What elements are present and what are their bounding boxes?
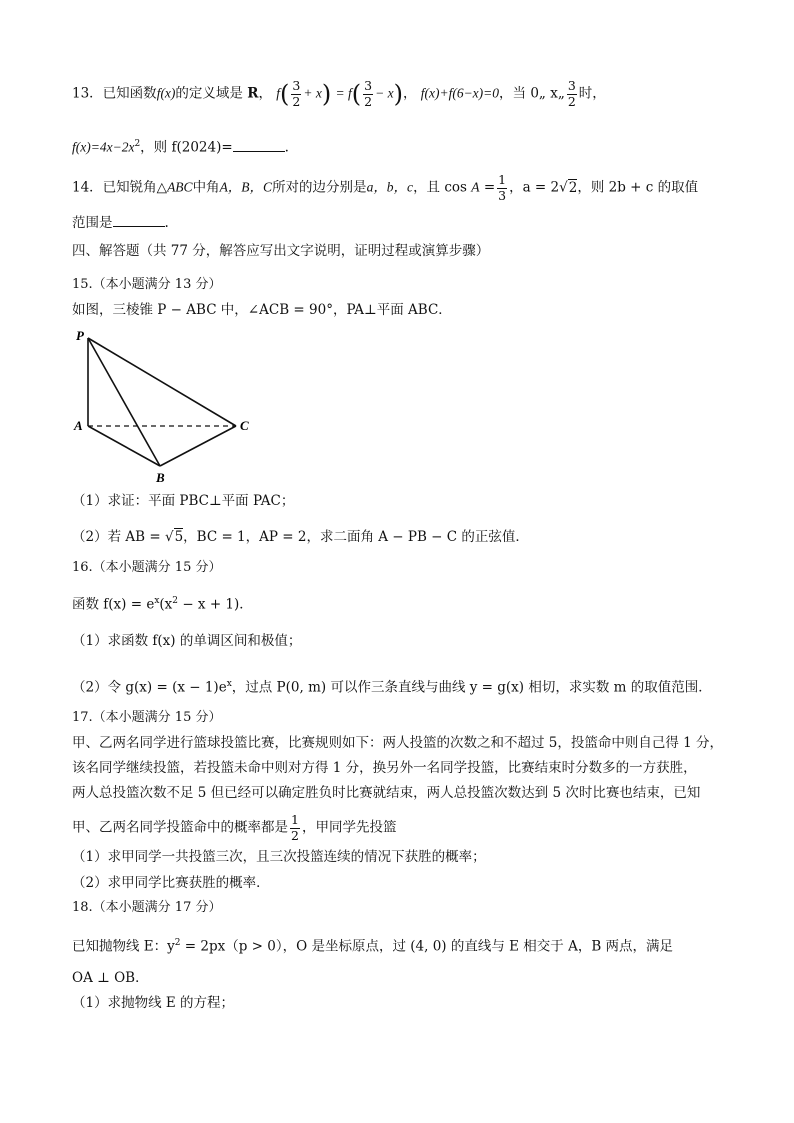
q16-part2-b: ，过点 P(0, m) 可以作三条直线与曲线 y = g(x) 相切，求实数 m 的取值范围． <box>231 679 712 696</box>
q14-line2 <box>72 212 734 234</box>
q17-p4-a: 甲、乙两名同学投篮命中的概率都是 <box>72 819 288 836</box>
q13-cond1-f: f <box>276 85 281 101</box>
q13-cond1-lhs-tail: + x <box>303 85 322 101</box>
q13-end: . <box>284 139 289 156</box>
q15-sqrt: 5 <box>174 529 184 545</box>
q18-para1 <box>72 932 734 958</box>
q14-frac: $\frac{1}{3}$ <box>498 172 507 203</box>
q13-answer-blank[interactable] <box>233 137 285 152</box>
q13-when: ，当 0„ x„ <box>499 85 565 102</box>
q13-frac-a: $\frac{3}{2}$ <box>292 78 301 109</box>
q14-sqrt: 2 <box>568 179 578 196</box>
q14-cosA: A <box>471 179 480 195</box>
q14-text-d: ，且 cos <box>413 179 467 196</box>
q15-header: 15.（本小题满分 13 分） <box>72 277 222 292</box>
q13-domain-text: 的定义域是 <box>175 85 243 102</box>
q17-para4 <box>72 814 734 842</box>
q16-header: 16.（本小题满分 15 分） <box>72 560 222 575</box>
q18-part1: （1）求抛物线 E 的方程； <box>72 995 235 1011</box>
q13-when-frac: $\frac{3}{2}$ <box>567 78 576 109</box>
q16-stem-c: − x + 1)． <box>178 596 253 613</box>
q17-frac: $\frac{1}{2}$ <box>291 812 299 843</box>
q14-angles: A，B，C <box>219 179 273 195</box>
q17-part1: （1）求甲同学一共投篮三次，且三次投篮连续的情况下获胜的概率； <box>72 849 486 865</box>
q18-p1-a: 已知抛物线 E：y <box>72 938 175 955</box>
q14-sides: a，b，c <box>366 179 414 195</box>
q16-part2-a: （2）令 g(x) = (x − 1)e <box>72 679 227 696</box>
q14-end: . <box>164 215 169 231</box>
q13-when-tail: 时， <box>578 85 606 102</box>
q14-eq: = <box>483 179 496 196</box>
q14-text-e: ，a = 2 <box>509 179 560 196</box>
q14-answer-blank[interactable] <box>113 212 165 227</box>
label-A: A <box>74 418 83 433</box>
q14-abc: ABC <box>167 179 193 195</box>
q14-range-label: 范围是 <box>72 215 113 231</box>
q18-header: 18.（本小题满分 17 分） <box>72 900 222 915</box>
q14-text-f: ，则 2b + c 的取值 <box>577 179 699 196</box>
q13-fx: f(x) <box>156 85 176 101</box>
q17-para1: 甲、乙两名同学进行篮球投篮比赛，比赛规则如下：两人投篮的次数之和不超过 5，投篮命中则自己得 1 分， <box>72 735 724 751</box>
edge-PC <box>88 338 236 426</box>
q13-frac-b: $\frac{3}{2}$ <box>364 78 373 109</box>
edge-BC <box>160 426 236 466</box>
q17-header: 17.（本小题满分 15 分） <box>72 710 222 725</box>
q15-part2-a: （2）若 AB = <box>72 529 161 545</box>
label-B: B <box>156 470 165 485</box>
q15-part2-b: ，BC = 1，AP = 2，求二面角 A − PB − C 的正弦值． <box>183 529 529 545</box>
q14-text-b: 中角 <box>192 179 220 196</box>
q18-para2: OA ⊥ OB． <box>72 970 149 986</box>
q16-part2 <box>72 673 734 699</box>
q16-stem-b: (x <box>159 596 173 613</box>
q13-cond2: f(x)+f(6−x)=0 <box>420 85 500 101</box>
q13-cond1-eq: = f <box>335 85 352 101</box>
q16-part1: （1）求函数 f(x) 的单调区间和极值； <box>72 633 302 649</box>
q17-p4-b: ，甲同学先投篮 <box>301 819 397 836</box>
q15-part2: （2）若 AB = √5，BC = 1，AP = 2，求二面角 A − PB − C 的正弦值． <box>72 529 529 545</box>
q15-part1: （1）求证：平面 PBC⊥平面 PAC； <box>72 493 295 509</box>
q15-tetrahedron-figure <box>72 326 262 488</box>
q13-line1: 13．已知函数f(x)的定义域是 R， f( $\frac{3}{2}$ + x) = f( $\frac{3}{2}$ − x)， f(x)+f(6−x)=0，当 0„ x„ $\frac{3}{2}$ 时， <box>72 78 606 109</box>
q16-part2-sup: x <box>226 679 232 689</box>
q15-stem: 如图，三棱锥 P − ABC 中，∠ACB = 90°，PA⊥平面 ABC． <box>72 302 452 318</box>
label-C: C <box>240 418 249 433</box>
q13-domain-symbol: R <box>247 85 259 102</box>
q16-sup1: x <box>154 596 160 606</box>
q13-intro: 13．已知函数 <box>72 85 157 102</box>
q16-stem-a: 函数 f(x) = e <box>72 596 155 613</box>
q14-line1: 14．已知锐角△ABC中角A，B，C所对的边分别是a，b，c，且 cos A = $\frac{1}{3}$ ，a = 2√2，则 2b + c 的取值 <box>72 172 699 203</box>
q13-then: ，则 f(2024)= <box>140 139 233 156</box>
q14-intro: 14．已知锐角△ <box>72 179 168 196</box>
q17-para3: 两人总投篮次数不足 5 但已经可以确定胜负时比赛就结束，两人总投篮次数达到 5 次时比赛也结束，已知 <box>72 785 701 801</box>
q16-stem <box>72 590 734 616</box>
q13-expr: f(x)=4x−2x <box>72 139 135 155</box>
label-P: P <box>76 328 84 343</box>
q17-part2: （2）求甲同学比赛获胜的概率． <box>72 875 270 891</box>
q13-cond1-rhs-tail: − x <box>375 85 394 101</box>
q18-sup: 2 <box>174 938 181 948</box>
q18-p1-b: = 2px（p > 0），O 是坐标原点，过 (4, 0) 的直线与 E 相交于 A，B 两点，满足 <box>180 938 674 955</box>
q13-expr-sup: 2 <box>134 139 141 149</box>
section4-title: 四、解答题（共 77 分，解答应写出文字说明，证明过程或演算步骤） <box>72 243 490 259</box>
q17-para2: 该名同学继续投篮，若投篮未命中则对方得 1 分，换另外一名同学投篮，比赛结束时分数多的一方获胜， <box>72 760 697 776</box>
q13-line2 <box>72 133 734 159</box>
q14-text-c: 所对的边分别是 <box>272 179 367 196</box>
q16-sup2: 2 <box>172 596 179 606</box>
